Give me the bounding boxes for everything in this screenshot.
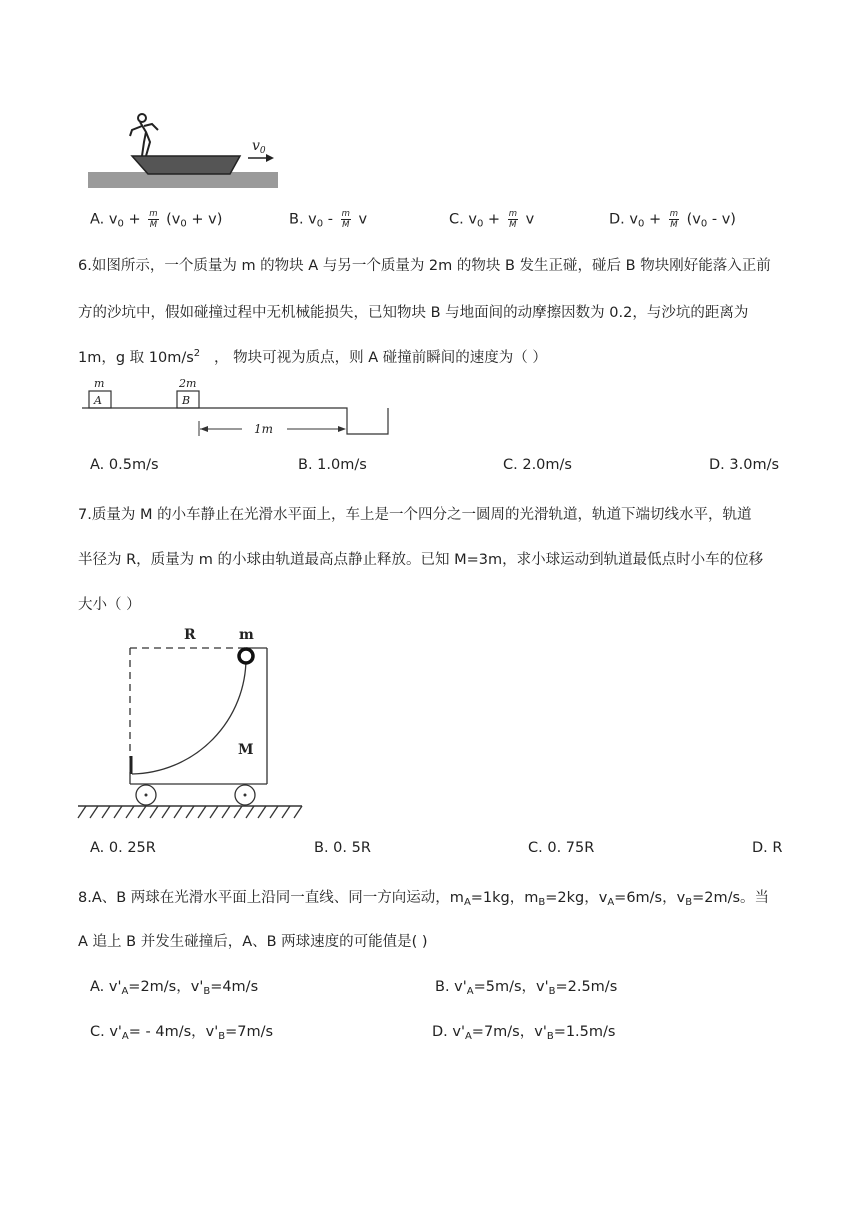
boat-hull — [132, 156, 240, 174]
wheel-right-axle — [244, 794, 247, 797]
cart-mass-label: M — [238, 742, 254, 758]
q5-option-a[interactable]: A. $v_0$ + $\frac{m}{M}$ $(v_0 + v)$ — [90, 209, 223, 230]
q7-option-d[interactable]: D. R — [752, 840, 783, 856]
q6-option-b[interactable]: B. 1.0m/s — [298, 457, 367, 473]
fraction: $\frac{m}{M}$ — [669, 209, 679, 230]
q8-option-a[interactable]: A. $v'_A=2m/s$，$v'_B=4m/s$ — [90, 979, 259, 997]
q8-option-b[interactable]: B. $v'_A=5m/s$，$v'_B=2.5m/s$ — [435, 979, 618, 997]
block-a-mass: m — [94, 377, 105, 390]
q6-line-1: 6.如图所示，一个质量为 m 的物块 A 与另一个质量为 2m 的物块 B 发生正碰，碰后 B 物块刚好能落入正前 — [78, 258, 771, 274]
q7-option-c[interactable]: C. 0. 75R — [528, 840, 595, 856]
q8-line-1: 8.A、B 两球在光滑水平面上沿同一直线、同一方向运动，$m_A=1kg$，$m_B=2kg$，$v_A=6m/s$，$v_B=2m/s$。当 — [78, 890, 770, 908]
cart-figure — [76, 622, 304, 820]
q7-line-2: 半径为 R，质量为 m 的小球由轨道最高点静止释放。已知 M=3m，求小球运动到轨道最低点时小车的位移 — [78, 552, 764, 568]
block-a-label: A — [94, 394, 102, 407]
radius-label: R — [184, 627, 196, 643]
q6-option-a[interactable]: A. 0.5m/s — [90, 457, 159, 473]
collision-figure — [82, 376, 392, 438]
q7-option-a[interactable]: A. 0. 25R — [90, 840, 156, 856]
fraction: $\frac{m}{M}$ — [341, 209, 350, 230]
q5-option-d[interactable]: D. $v_0$ + $\frac{m}{M}$ $(v_0 - v)$ — [609, 209, 736, 230]
boat-figure — [88, 108, 288, 190]
ground-hatching — [78, 806, 302, 818]
q8-option-d[interactable]: D. $v'_A=7m/s$，$v'_B=1.5m/s$ — [432, 1024, 616, 1042]
q5-option-c[interactable]: C. $v_0$ + $\frac{m}{M}$ v — [449, 209, 535, 230]
q7-option-b[interactable]: B. 0. 5R — [314, 840, 371, 856]
quarter-circle-track — [132, 658, 246, 774]
block-b-mass: 2m — [179, 377, 197, 390]
fraction: $\frac{m}{M}$ — [149, 209, 158, 230]
ball-label: m — [239, 627, 254, 643]
q6-line-2: 方的沙坑中，假如碰撞过程中无机械能损失，已知物块 B 与地面间的动摩擦因数为 0.2，与沙坑的距离为 — [78, 305, 749, 321]
q7-line-3: 大小（ ） — [78, 597, 141, 613]
velocity-arrowhead — [266, 154, 274, 162]
fraction: $\frac{m}{M}$ — [508, 209, 517, 230]
q8-line-2: A 追上 B 并发生碰撞后，A、B 两球速度的可能值是( ) — [78, 934, 428, 950]
q6-line-3: 1m，g 取 $10m/s^2$ ， 物块可视为质点，则 A 碰撞前瞬间的速度为（ ） — [78, 348, 547, 366]
block-b-label: B — [182, 394, 191, 407]
q6-option-c[interactable]: C. 2.0m/s — [503, 457, 572, 473]
arrowhead-right — [338, 426, 346, 432]
distance-label: 1m — [254, 422, 274, 436]
q6-option-d[interactable]: D. 3.0m/s — [709, 457, 780, 473]
person-icon — [130, 114, 158, 156]
arrowhead-left — [200, 426, 208, 432]
wheel-left-axle — [145, 794, 148, 797]
ball-icon — [239, 649, 253, 663]
q5-option-b[interactable]: B. $v_0$ - $\frac{m}{M}$ v — [289, 209, 368, 230]
q8-option-c[interactable]: C. $v'_A= - 4m/s$，$v'_B=7m/s$ — [90, 1024, 274, 1042]
q7-line-1: 7.质量为 M 的小车静止在光滑水平面上，车上是一个四分之一圆周的光滑轨道，轨道下端切线水平，轨道 — [78, 507, 752, 523]
velocity-label: $v_0$ — [252, 138, 266, 156]
